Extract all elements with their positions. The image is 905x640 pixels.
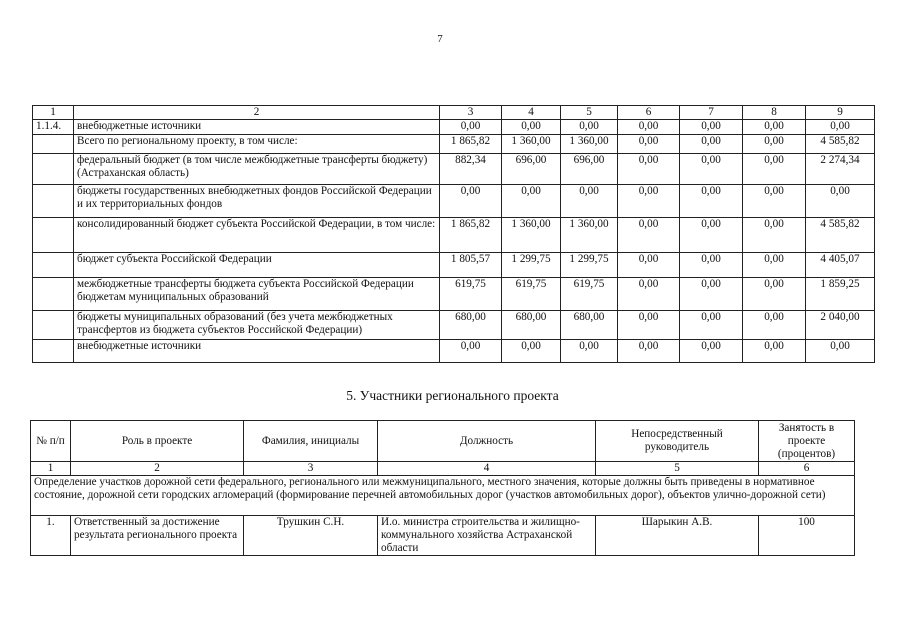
row-value: 4 405,07 (806, 253, 875, 278)
row-value: 0,00 (680, 218, 743, 253)
finance-table (32, 105, 875, 363)
column-header: Должность (378, 421, 596, 462)
row-value: 0,00 (680, 278, 743, 311)
header-cell: 4 (502, 106, 561, 120)
row-code (33, 311, 74, 340)
row-value: 1 360,00 (502, 135, 561, 154)
row-value: 0,00 (502, 340, 561, 363)
header-cell: 5 (561, 106, 618, 120)
row-value: 1 299,75 (502, 253, 561, 278)
header-cell: 1 (33, 106, 74, 120)
row-value: 0,00 (440, 120, 502, 135)
row-value: 1 360,00 (561, 135, 618, 154)
header-cell: 6 (618, 106, 680, 120)
row-value: 0,00 (680, 340, 743, 363)
row-value: 619,75 (440, 278, 502, 311)
row-value: 619,75 (561, 278, 618, 311)
row-label: консолидированный бюджет субъекта Российской Федерации, в том числе: (74, 218, 440, 253)
participants-table (30, 420, 855, 556)
row-value: 0,00 (680, 311, 743, 340)
row-value: 0,00 (743, 218, 806, 253)
row-code (33, 253, 74, 278)
row-value: 0,00 (743, 135, 806, 154)
row-label: бюджеты муниципальных образований (без учета межбюджетных трансфертов из бюджета субъектов Российской Федерации) (74, 311, 440, 340)
finance-row (33, 278, 875, 311)
row-label: Всего по региональному проекту, в том числе: (74, 135, 440, 154)
participant-row (31, 516, 855, 556)
column-number: 2 (71, 462, 244, 476)
row-value: 696,00 (502, 154, 561, 185)
header-cell: 2 (74, 106, 440, 120)
row-value: 0,00 (680, 185, 743, 218)
row-value: 680,00 (561, 311, 618, 340)
finance-row (33, 120, 875, 135)
row-value: 0,00 (502, 185, 561, 218)
row-value: 0,00 (618, 154, 680, 185)
row-code (33, 340, 74, 363)
row-label: бюджет субъекта Российской Федерации (74, 253, 440, 278)
participants-header-row (31, 421, 855, 462)
row-value: 1 865,82 (440, 218, 502, 253)
row-value: 0,00 (743, 253, 806, 278)
finance-row (33, 135, 875, 154)
header-cell: 3 (440, 106, 502, 120)
row-value: 1 360,00 (502, 218, 561, 253)
participant-position: И.о. министра строительства и жилищно-коммунального хозяйства Астраханской области (378, 516, 596, 556)
row-value: 2 274,34 (806, 154, 875, 185)
row-value: 0,00 (561, 185, 618, 218)
finance-row (33, 185, 875, 218)
column-header: Непосредственный руководитель (596, 421, 759, 462)
participant-employment: 100 (759, 516, 855, 556)
section-row-text: Определение участков дорожной сети федерального, регионального или межмуниципального, местного значения, которые должны быть приведены в нормативное состояние, дорожной сети городских агломераций (формирование перечней автомобильных дорог (участков автомобильных дорог), объектов улично-дорожной сети) (31, 476, 855, 516)
row-value: 1 299,75 (561, 253, 618, 278)
row-value: 1 360,00 (561, 218, 618, 253)
column-number: 4 (378, 462, 596, 476)
participant-num: 1. (31, 516, 71, 556)
row-value: 0,00 (680, 154, 743, 185)
row-value: 0,00 (561, 340, 618, 363)
row-value: 0,00 (680, 135, 743, 154)
column-header: Фамилия, инициалы (244, 421, 378, 462)
row-value: 0,00 (743, 154, 806, 185)
row-value: 680,00 (502, 311, 561, 340)
row-value: 1 865,82 (440, 135, 502, 154)
row-label: федеральный бюджет (в том числе межбюджетные трансферты бюджету) (Астраханская область) (74, 154, 440, 185)
row-value: 0,00 (806, 340, 875, 363)
finance-row (33, 340, 875, 363)
participant-manager: Шарыкин А.В. (596, 516, 759, 556)
row-value: 0,00 (743, 120, 806, 135)
row-value: 0,00 (440, 340, 502, 363)
row-value: 619,75 (502, 278, 561, 311)
column-header: Роль в проекте (71, 421, 244, 462)
row-value: 0,00 (561, 120, 618, 135)
row-label: внебюджетные источники (74, 340, 440, 363)
row-value: 0,00 (806, 120, 875, 135)
row-value: 0,00 (743, 340, 806, 363)
section-row (31, 476, 855, 516)
finance-header-row (33, 106, 875, 120)
row-value: 0,00 (743, 311, 806, 340)
finance-row (33, 154, 875, 185)
row-value: 0,00 (440, 185, 502, 218)
row-value: 696,00 (561, 154, 618, 185)
finance-row (33, 218, 875, 253)
row-code (33, 278, 74, 311)
row-label: межбюджетные трансферты бюджета субъекта Российской Федерации бюджетам муниципальных образований (74, 278, 440, 311)
row-value: 0,00 (680, 120, 743, 135)
row-code (33, 185, 74, 218)
row-value: 4 585,82 (806, 218, 875, 253)
row-value: 0,00 (618, 218, 680, 253)
header-cell: 8 (743, 106, 806, 120)
column-header: № п/п (31, 421, 71, 462)
row-label: бюджеты государственных внебюджетных фондов Российской Федерации и их территориальных фондов (74, 185, 440, 218)
column-number: 3 (244, 462, 378, 476)
column-number-row (31, 462, 855, 476)
finance-row (33, 311, 875, 340)
row-value: 0,00 (618, 120, 680, 135)
row-value: 0,00 (618, 340, 680, 363)
row-value: 0,00 (502, 120, 561, 135)
row-value: 0,00 (618, 185, 680, 218)
row-value: 0,00 (680, 253, 743, 278)
header-cell: 7 (680, 106, 743, 120)
column-number: 1 (31, 462, 71, 476)
participant-role: Ответственный за достижение результата регионального проекта (71, 516, 244, 556)
row-code (33, 154, 74, 185)
row-value: 0,00 (618, 278, 680, 311)
page-number: 7 (437, 33, 443, 45)
finance-row (33, 253, 875, 278)
row-value: 2 040,00 (806, 311, 875, 340)
row-code (33, 218, 74, 253)
row-code (33, 135, 74, 154)
column-number: 5 (596, 462, 759, 476)
row-value: 1 805,57 (440, 253, 502, 278)
row-value: 0,00 (743, 278, 806, 311)
row-value: 0,00 (806, 185, 875, 218)
participant-name: Трушкин С.Н. (244, 516, 378, 556)
row-value: 0,00 (618, 311, 680, 340)
section-heading: 5. Участники регионального проекта (346, 388, 559, 403)
row-value: 680,00 (440, 311, 502, 340)
row-value: 0,00 (618, 253, 680, 278)
row-code: 1.1.4. (33, 120, 74, 135)
header-cell: 9 (806, 106, 875, 120)
row-value: 1 859,25 (806, 278, 875, 311)
row-value: 0,00 (743, 185, 806, 218)
row-value: 4 585,82 (806, 135, 875, 154)
row-label: внебюджетные источники (74, 120, 440, 135)
row-value: 0,00 (618, 135, 680, 154)
column-header: Занятость в проекте (процентов) (759, 421, 855, 462)
row-value: 882,34 (440, 154, 502, 185)
column-number: 6 (759, 462, 855, 476)
